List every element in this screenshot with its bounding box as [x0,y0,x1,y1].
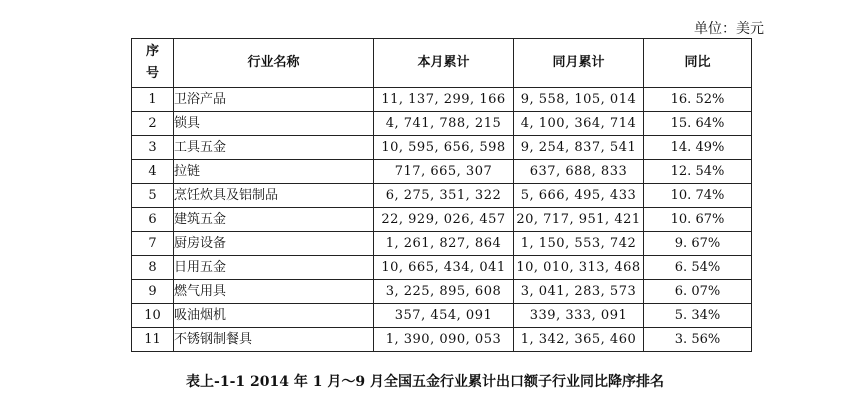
row-previous-cell: 339, 333, 091 [514,304,644,328]
row-seq-cell: 7 [132,232,174,256]
row-current-cell: 4, 741, 788, 215 [374,112,514,136]
row-seq-cell: 11 [132,328,174,352]
header-seq-label: 序号 [145,44,159,81]
row-previous-cell: 9, 254, 837, 541 [514,136,644,160]
table-row [132,184,752,208]
table-row [132,136,752,160]
table-row [132,208,752,232]
row-seq-cell: 2 [132,112,174,136]
row-name-cell: 不锈钢制餐具 [174,328,374,352]
row-previous-cell: 3, 041, 283, 573 [514,280,644,304]
row-seq-cell: 1 [132,88,174,112]
table-row [132,232,752,256]
row-ratio-cell: 16. 52% [644,88,752,112]
row-previous-cell: 5, 666, 495, 433 [514,184,644,208]
row-previous-cell: 1, 342, 365, 460 [514,328,644,352]
row-ratio-cell: 15. 64% [644,112,752,136]
row-current-cell: 22, 929, 026, 457 [374,208,514,232]
row-previous-cell: 637, 688, 833 [514,160,644,184]
row-current-cell: 357, 454, 091 [374,304,514,328]
row-current-cell: 1, 261, 827, 864 [374,232,514,256]
header-seq [132,39,174,88]
row-ratio-cell: 6. 54% [644,256,752,280]
table-row [132,112,752,136]
row-name-cell: 日用五金 [174,256,374,280]
row-name-cell: 工具五金 [174,136,374,160]
row-ratio-cell: 9. 67% [644,232,752,256]
row-current-cell: 3, 225, 895, 608 [374,280,514,304]
table-row [132,304,752,328]
row-ratio-cell: 14. 49% [644,136,752,160]
row-previous-cell: 4, 100, 364, 714 [514,112,644,136]
export-ranking-table [131,38,752,352]
row-name-cell: 拉链 [174,160,374,184]
row-current-cell: 6, 275, 351, 322 [374,184,514,208]
row-name-cell: 锁具 [174,112,374,136]
row-name-cell: 吸油烟机 [174,304,374,328]
row-name-cell: 厨房设备 [174,232,374,256]
row-seq-cell: 8 [132,256,174,280]
table-body [132,88,752,352]
row-seq-cell: 9 [132,280,174,304]
row-previous-cell: 9, 558, 105, 014 [514,88,644,112]
row-seq-cell: 5 [132,184,174,208]
header-ratio: 同比 [644,39,752,88]
row-name-cell: 建筑五金 [174,208,374,232]
table-header-row [132,39,752,88]
row-ratio-cell: 5. 34% [644,304,752,328]
table-row [132,280,752,304]
row-seq-cell: 3 [132,136,174,160]
row-name-cell: 燃气用具 [174,280,374,304]
row-previous-cell: 1, 150, 553, 742 [514,232,644,256]
row-ratio-cell: 10. 67% [644,208,752,232]
header-previous: 同月累计 [514,39,644,88]
header-current: 本月累计 [374,39,514,88]
row-name-cell: 卫浴产品 [174,88,374,112]
row-previous-cell: 10, 010, 313, 468 [514,256,644,280]
row-previous-cell: 20, 717, 951, 421 [514,208,644,232]
row-ratio-cell: 6. 07% [644,280,752,304]
row-ratio-cell: 10. 74% [644,184,752,208]
row-seq-cell: 10 [132,304,174,328]
row-ratio-cell: 12. 54% [644,160,752,184]
row-current-cell: 10, 665, 434, 041 [374,256,514,280]
row-current-cell: 10, 595, 656, 598 [374,136,514,160]
row-name-cell: 烹饪炊具及铝制品 [174,184,374,208]
row-seq-cell: 6 [132,208,174,232]
table-row [132,160,752,184]
table-row [132,256,752,280]
row-current-cell: 1, 390, 090, 053 [374,328,514,352]
row-current-cell: 11, 137, 299, 166 [374,88,514,112]
row-ratio-cell: 3. 56% [644,328,752,352]
row-seq-cell: 4 [132,160,174,184]
table-caption: 表上-1-1 2014 年 1 月～9 月全国五金行业累计出口额子行业同比降序排名 [186,374,664,390]
unit-label: 单位：美元 [694,21,764,37]
row-current-cell: 717, 665, 307 [374,160,514,184]
header-name: 行业名称 [174,39,374,88]
table-row [132,328,752,352]
table-row [132,88,752,112]
